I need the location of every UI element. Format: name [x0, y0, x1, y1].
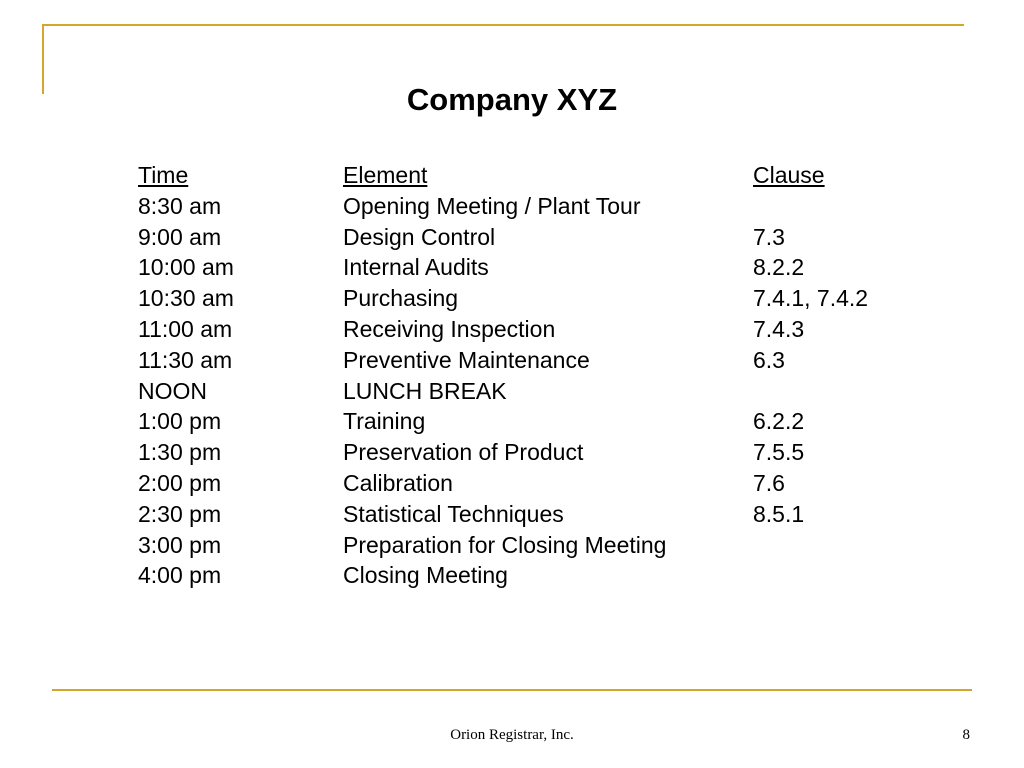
row-time: 11:00 am — [138, 315, 233, 342]
row-element: Calibration — [343, 469, 453, 496]
schedule-row — [138, 191, 903, 222]
row-clause — [753, 191, 903, 222]
header-time: Time — [138, 162, 189, 188]
schedule-row — [138, 437, 903, 468]
row-time: NOON — [138, 377, 207, 404]
schedule-row — [138, 376, 903, 407]
page-number: 8 — [962, 727, 970, 743]
row-time: 3:00 pm — [138, 531, 222, 558]
schedule-row — [138, 222, 903, 253]
row-time: 10:30 am — [138, 285, 234, 312]
slide-title: Company XYZ — [406, 82, 618, 117]
row-clause: 7.5.5 — [753, 439, 805, 466]
row-clause: 7.3 — [753, 223, 785, 250]
schedule-row — [138, 345, 903, 376]
schedule-row — [138, 283, 903, 314]
audit-schedule-table — [138, 160, 903, 591]
row-time: 8:30 am — [138, 192, 222, 219]
schedule-row — [138, 406, 903, 437]
row-clause — [753, 560, 903, 591]
row-element: Preservation of Product — [343, 439, 584, 466]
schedule-row — [138, 314, 903, 345]
row-element: Internal Audits — [343, 254, 489, 281]
row-element: Statistical Techniques — [343, 500, 564, 527]
row-clause: 7.4.1, 7.4.2 — [753, 285, 869, 312]
row-time: 2:30 pm — [138, 500, 222, 527]
schedule-row — [138, 468, 903, 499]
schedule-row — [138, 252, 903, 283]
row-clause — [753, 376, 903, 407]
row-element: LUNCH BREAK — [343, 377, 507, 404]
row-time: 2:00 pm — [138, 469, 222, 496]
row-element: Receiving Inspection — [343, 315, 556, 342]
row-clause: 8.2.2 — [753, 254, 805, 281]
row-clause: 8.5.1 — [753, 500, 805, 527]
row-element: Closing Meeting — [343, 562, 508, 589]
row-element: Training — [343, 408, 426, 435]
schedule-header-row — [138, 160, 903, 191]
row-clause — [753, 530, 903, 561]
schedule-row — [138, 530, 903, 561]
row-time: 10:00 am — [138, 254, 234, 281]
row-time: 1:00 pm — [138, 408, 222, 435]
row-clause: 6.3 — [753, 346, 785, 373]
row-element: Design Control — [343, 223, 496, 250]
row-element: Preparation for Closing Meeting — [343, 531, 667, 558]
top-accent-rule — [42, 24, 964, 26]
row-element: Opening Meeting / Plant Tour — [343, 192, 641, 219]
footer-accent-rule — [52, 689, 972, 691]
row-clause: 7.6 — [753, 469, 785, 496]
row-time: 4:00 pm — [138, 562, 222, 589]
header-clause: Clause — [753, 162, 825, 188]
schedule-row — [138, 560, 903, 591]
row-element: Purchasing — [343, 285, 459, 312]
row-time: 9:00 am — [138, 223, 222, 250]
row-clause: 6.2.2 — [753, 408, 805, 435]
header-element: Element — [343, 162, 428, 188]
row-time: 1:30 pm — [138, 439, 222, 466]
row-clause: 7.4.3 — [753, 315, 805, 342]
schedule-row — [138, 499, 903, 530]
row-time: 11:30 am — [138, 346, 233, 373]
footer-company-name: Orion Registrar, Inc. — [450, 727, 574, 743]
row-element: Preventive Maintenance — [343, 346, 590, 373]
